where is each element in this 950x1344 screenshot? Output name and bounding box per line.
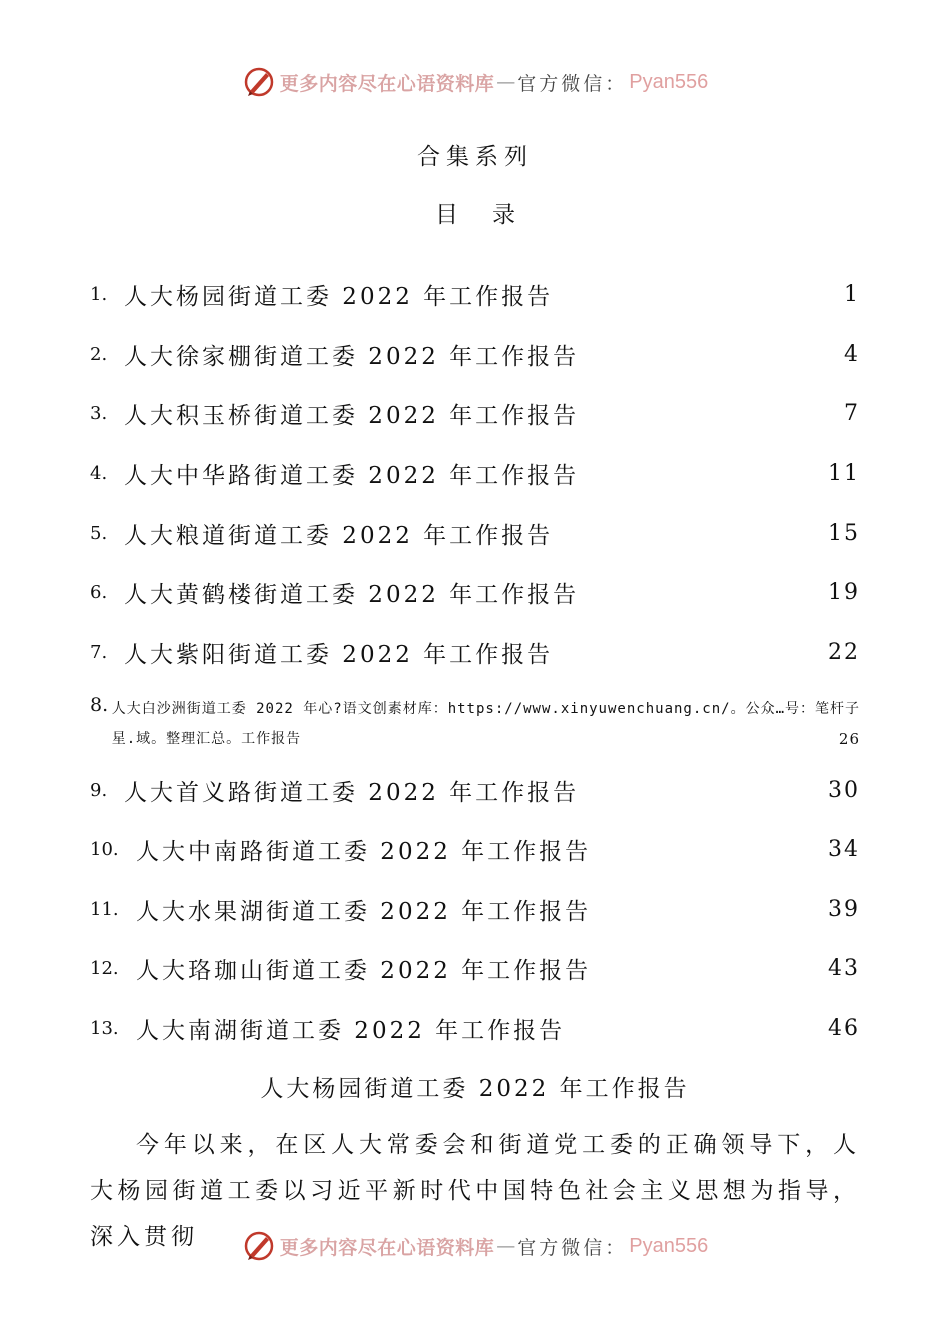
- pen-logo-icon: [242, 1229, 276, 1263]
- toc-entry-number: 5.: [90, 522, 108, 544]
- toc-entry[interactable]: [90, 393, 860, 433]
- toc-entry-title: 人大杨园街道工委 2022 年工作报告: [124, 283, 554, 310]
- toc-entry-title: 人大紫阳街道工委 2022 年工作报告: [124, 641, 554, 668]
- toc-entry-number: 1.: [90, 283, 108, 305]
- toc-entry[interactable]: [90, 770, 860, 810]
- toc-entry-title: [112, 694, 860, 754]
- toc-entry[interactable]: [90, 829, 860, 869]
- toc-entry-title: 人大中华路街道工委 2022 年工作报告: [124, 462, 580, 489]
- toc-entry-title-line1: 人大白沙洲街道工委 2022 年心?语文创素材库：https://www.xinyuwenchuang.cn/。公众…号：笔杆子: [111, 701, 860, 717]
- toc-entry-page: 15: [828, 520, 860, 546]
- toc-entry-number: 4.: [90, 462, 108, 484]
- toc-entry-title: 人大中南路街道工委 2022 年工作报告: [136, 838, 592, 865]
- wechat-label: 官方微信：: [517, 72, 628, 95]
- toc-entry-number: 11.: [90, 898, 119, 920]
- toc-entry-page: 22: [828, 639, 860, 665]
- toc-entry-page: 34: [828, 836, 860, 862]
- toc-entry-page: 4: [844, 341, 860, 367]
- wechat-id: Pyan556: [629, 1234, 709, 1257]
- toc-entry-page: 39: [828, 896, 860, 922]
- toc-entry-number: 12.: [90, 957, 119, 979]
- toc-entry-page: 46: [828, 1015, 860, 1041]
- toc-entry-number: 9.: [90, 779, 108, 801]
- toc-entry-page: 30: [828, 777, 860, 803]
- wechat-label: 官方微信：: [517, 1236, 628, 1259]
- brand-text: 更多内容尽在心语资料库: [279, 1236, 495, 1259]
- toc-entry-title: 人大首义路街道工委 2022 年工作报告: [124, 779, 580, 806]
- toc-entry-number: 3.: [90, 402, 108, 424]
- collection-title: 合集系列: [417, 144, 533, 170]
- toc-entry-number: 8.: [90, 694, 109, 716]
- toc-entry[interactable]: [90, 334, 860, 374]
- toc-entry-title: 人大黄鹤楼街道工委 2022 年工作报告: [124, 581, 580, 608]
- toc-entry[interactable]: [90, 1008, 860, 1048]
- toc-entry-title: 人大水果湖街道工委 2022 年工作报告: [136, 898, 592, 925]
- toc-entry-title: 人大南湖街道工委 2022 年工作报告: [136, 1017, 566, 1044]
- watermark-banner-top: [0, 62, 950, 102]
- toc-entry-number: 6.: [90, 581, 108, 603]
- banner-dash: —: [496, 1235, 516, 1257]
- brand-text: 更多内容尽在心语资料库: [279, 72, 495, 95]
- toc-entry-title: 人大珞珈山街道工委 2022 年工作报告: [136, 957, 592, 984]
- toc-entry-page: 19: [828, 579, 860, 605]
- toc-entry-title-line2: 星.域。整理汇总。工作报告: [111, 731, 302, 747]
- toc-entry-number: 2.: [90, 343, 108, 365]
- toc-entry-page: 11: [828, 460, 860, 486]
- toc-entry[interactable]: [90, 889, 860, 929]
- toc-entry[interactable]: [90, 572, 860, 612]
- toc-title: 目录: [435, 202, 549, 228]
- toc-entry[interactable]: [90, 453, 860, 493]
- toc-entry-page: 26: [838, 730, 860, 748]
- toc-entry[interactable]: [90, 694, 860, 750]
- body-paragraph: 今年以来，在区人大常委会和街道党工委的正确领导下，人大杨园街道工委以习近平新时代中国特色社会主义思想为指导，深入贯彻: [90, 1132, 860, 1250]
- watermark-banner-bottom: [0, 1226, 950, 1266]
- toc-entry-page: 43: [828, 955, 860, 981]
- wechat-id: Pyan556: [629, 70, 709, 93]
- toc-entry[interactable]: [90, 513, 860, 553]
- toc-entry-page: 7: [844, 400, 860, 426]
- banner-dash: —: [496, 71, 516, 93]
- toc-entry-number: 13.: [90, 1017, 119, 1039]
- toc-entry-number: 10.: [90, 838, 119, 860]
- toc-entry[interactable]: [90, 274, 860, 314]
- toc-entry-title: 人大粮道街道工委 2022 年工作报告: [124, 522, 554, 549]
- toc-entry[interactable]: [90, 948, 860, 988]
- toc-entry-page: 1: [844, 281, 860, 307]
- toc-entry-title: 人大徐家棚街道工委 2022 年工作报告: [124, 343, 580, 370]
- toc-entry-title: 人大积玉桥街道工委 2022 年工作报告: [124, 402, 580, 429]
- pen-logo-icon: [242, 65, 276, 99]
- toc-entry[interactable]: [90, 632, 860, 672]
- toc-entry-number: 7.: [90, 641, 108, 663]
- report-title: 人大杨园街道工委 2022 年工作报告: [260, 1076, 690, 1102]
